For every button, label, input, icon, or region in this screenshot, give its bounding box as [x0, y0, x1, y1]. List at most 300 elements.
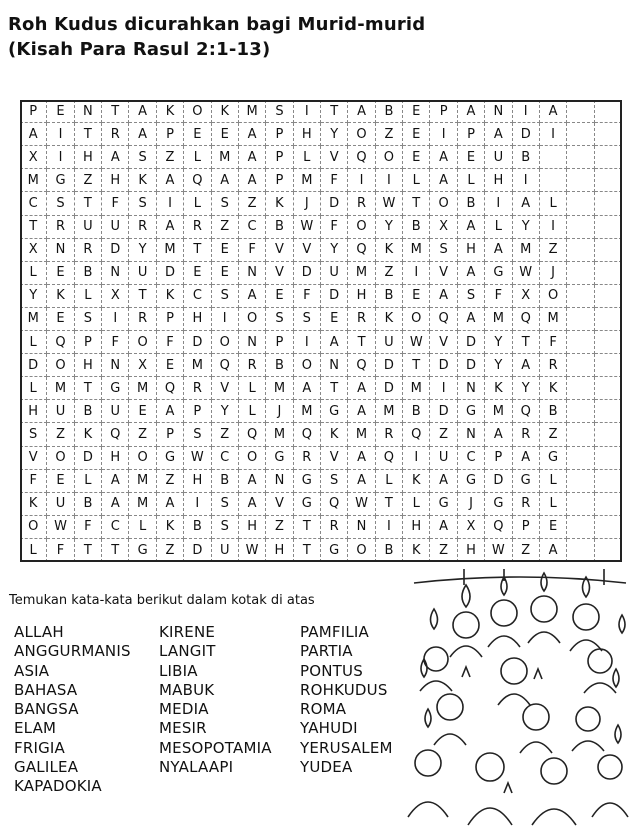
grid-cell: X [20, 239, 47, 262]
grid-cell: I [540, 123, 567, 146]
grid-cell: M [348, 423, 375, 446]
grid-cell: R [513, 493, 540, 516]
grid-cell: K [376, 239, 403, 262]
grid-cell: S [266, 308, 293, 331]
grid-cell: E [157, 354, 184, 377]
grid-cell: A [430, 470, 457, 493]
grid-cell: M [129, 377, 156, 400]
grid-cell: P [20, 100, 47, 123]
grid-cell: C [184, 285, 211, 308]
word-list-item: PONTUS [300, 661, 363, 680]
grid-cell: A [102, 146, 129, 169]
grid-cell: Z [540, 239, 567, 262]
grid-cell: W [239, 539, 266, 562]
grid-cell: Y [321, 123, 348, 146]
grid-cell: D [184, 539, 211, 562]
word-list-item: YERUSALEM [300, 738, 393, 757]
grid-cell: P [157, 123, 184, 146]
word-list-item: YUDEA [300, 758, 353, 777]
grid-cell: U [47, 493, 74, 516]
grid-cell: F [294, 285, 321, 308]
grid-cell: N [458, 377, 485, 400]
word-list-item: BAHASA [14, 680, 78, 699]
grid-cell: K [47, 285, 74, 308]
grid-cell: G [485, 262, 512, 285]
grid-cell: W [376, 192, 403, 215]
grid-cell: I [157, 192, 184, 215]
grid-cell: B [376, 285, 403, 308]
grid-cell: B [376, 539, 403, 562]
grid-cell: A [239, 493, 266, 516]
grid-cell: M [540, 308, 567, 331]
grid-cell: B [212, 470, 239, 493]
grid-cell: E [212, 262, 239, 285]
grid-cell: G [540, 447, 567, 470]
grid-cell: O [239, 447, 266, 470]
grid-cell: L [540, 192, 567, 215]
grid-cell: I [485, 192, 512, 215]
grid-cell: J [294, 192, 321, 215]
word-list-column-3 [300, 623, 393, 777]
grid-cell: T [75, 377, 102, 400]
grid-cell: P [513, 516, 540, 539]
grid-cell: Q [294, 423, 321, 446]
grid-cell: I [294, 331, 321, 354]
grid-cell: T [321, 377, 348, 400]
grid-cell: R [513, 423, 540, 446]
grid-cell: D [458, 354, 485, 377]
grid-cell: A [102, 493, 129, 516]
grid-cell: A [348, 377, 375, 400]
grid-cell: R [102, 123, 129, 146]
grid-cell: Y [20, 285, 47, 308]
grid-cell: A [129, 100, 156, 123]
grid-cell: Z [47, 423, 74, 446]
grid-cell: T [20, 216, 47, 239]
grid-cell: A [157, 400, 184, 423]
grid-cell: S [212, 192, 239, 215]
grid-cell: N [485, 100, 512, 123]
grid-cell: A [485, 123, 512, 146]
grid-cell: A [239, 470, 266, 493]
grid-cell: R [47, 216, 74, 239]
grid-cell: Y [212, 400, 239, 423]
grid-cell: T [184, 239, 211, 262]
grid-cell: I [403, 447, 430, 470]
grid-cell: F [47, 539, 74, 562]
grid-cell: D [513, 123, 540, 146]
grid-cell: C [20, 192, 47, 215]
grid-cell: T [513, 331, 540, 354]
grid-cell: S [129, 146, 156, 169]
grid-cell: A [239, 146, 266, 169]
grid-cell: Y [513, 377, 540, 400]
grid-cell: R [239, 354, 266, 377]
grid-cell: I [184, 493, 211, 516]
grid-cell: S [321, 470, 348, 493]
grid-cell: O [430, 192, 457, 215]
grid-cell: A [430, 169, 457, 192]
word-list-item: PAMFILIA [300, 623, 369, 641]
grid-cell: I [513, 100, 540, 123]
grid-cell: D [75, 447, 102, 470]
grid-cell: H [102, 447, 129, 470]
grid-cell: M [348, 262, 375, 285]
grid-cell: A [458, 216, 485, 239]
grid-cell: I [212, 308, 239, 331]
grid-cell: O [403, 308, 430, 331]
grid-cell: A [430, 146, 457, 169]
grid-cell: C [102, 516, 129, 539]
grid-cell: W [184, 447, 211, 470]
grid-cell: K [129, 169, 156, 192]
grid-cell: U [321, 262, 348, 285]
grid-cell: S [212, 493, 239, 516]
word-list-column-1 [14, 623, 131, 797]
grid-cell: G [458, 400, 485, 423]
grid-cell: U [102, 216, 129, 239]
grid-cell: P [266, 146, 293, 169]
grid-cell: I [430, 377, 457, 400]
word-list-item: ALLAH [14, 623, 64, 641]
grid-cell: L [458, 169, 485, 192]
grid-cell: H [403, 516, 430, 539]
grid-cell: A [239, 285, 266, 308]
grid-cell: R [184, 216, 211, 239]
grid-cell: A [157, 493, 184, 516]
grid-cell: B [403, 216, 430, 239]
grid-cell: E [47, 262, 74, 285]
word-list-item: ROHKUDUS [300, 680, 388, 699]
grid-cell: P [157, 423, 184, 446]
grid-cell: Z [266, 516, 293, 539]
grid-cell: A [513, 354, 540, 377]
word-list-item: BANGSA [14, 700, 79, 719]
grid-cell: I [513, 169, 540, 192]
grid-cell: J [266, 400, 293, 423]
grid-cell: D [430, 400, 457, 423]
word-list-item: MESOPOTAMIA [159, 738, 272, 757]
grid-cell: D [458, 331, 485, 354]
grid-cell: H [184, 470, 211, 493]
grid-cell: G [321, 400, 348, 423]
grid-cell: Z [157, 470, 184, 493]
grid-cell: M [294, 169, 321, 192]
grid-cell: Q [239, 423, 266, 446]
grid-cell: I [47, 146, 74, 169]
grid-cell: Q [348, 239, 375, 262]
grid-cell: M [513, 239, 540, 262]
grid-cell: G [266, 447, 293, 470]
grid-cell: P [266, 123, 293, 146]
grid-cell: N [47, 239, 74, 262]
grid-cell: J [540, 262, 567, 285]
word-list-item: NYALAAPI [159, 758, 234, 777]
grid-cell: N [239, 331, 266, 354]
grid-cell: B [266, 354, 293, 377]
grid-cell: Z [75, 169, 102, 192]
grid-cell: T [294, 516, 321, 539]
grid-cell: H [239, 516, 266, 539]
grid-cell: M [20, 169, 47, 192]
grid-cell: R [321, 516, 348, 539]
grid-cell: L [129, 516, 156, 539]
grid-cell: V [212, 377, 239, 400]
grid-cell: F [102, 192, 129, 215]
grid-cell: R [376, 423, 403, 446]
grid-cell: Q [376, 447, 403, 470]
grid-cell: O [129, 331, 156, 354]
grid-cell: H [485, 169, 512, 192]
grid-cell: F [102, 331, 129, 354]
grid-cell: O [239, 308, 266, 331]
grid-cell: Z [212, 216, 239, 239]
grid-cell: T [102, 539, 129, 562]
grid-cell: A [348, 470, 375, 493]
grid-cell: F [75, 516, 102, 539]
grid-cell: S [184, 423, 211, 446]
grid-cell: W [47, 516, 74, 539]
grid-cell: N [266, 470, 293, 493]
grid-cell: G [430, 493, 457, 516]
grid-cell: A [458, 262, 485, 285]
word-list-item: MESIR [159, 719, 207, 738]
grid-cell: W [294, 216, 321, 239]
grid-cell: G [47, 169, 74, 192]
grid-cell: L [20, 331, 47, 354]
grid-cell: H [266, 539, 293, 562]
grid-cell: M [47, 377, 74, 400]
grid-cell: Q [513, 308, 540, 331]
grid-cell: E [403, 123, 430, 146]
grid-cell: N [239, 262, 266, 285]
grid-cell: Y [321, 239, 348, 262]
grid-cell: P [266, 331, 293, 354]
grid-cell: O [294, 354, 321, 377]
grid-cell: R [184, 377, 211, 400]
grid-cell: Z [129, 423, 156, 446]
grid-cell: A [513, 447, 540, 470]
grid-cell: H [102, 169, 129, 192]
word-list-item: ELAM [14, 719, 57, 738]
grid-cell: G [157, 447, 184, 470]
grid-cell: A [157, 169, 184, 192]
grid-cell: B [75, 400, 102, 423]
grid-cell: A [458, 100, 485, 123]
word-list-item: LANGIT [159, 642, 216, 661]
grid-cell: M [212, 146, 239, 169]
grid-cell: S [129, 192, 156, 215]
grid-cell: L [239, 377, 266, 400]
instructions-text: Temukan kata-kata berikut dalam kotak di atas [9, 593, 315, 608]
grid-cell: W [485, 539, 512, 562]
grid-cell: E [321, 308, 348, 331]
grid-cell: T [75, 123, 102, 146]
grid-cell: U [47, 400, 74, 423]
grid-cell: Y [513, 216, 540, 239]
grid-cell: O [212, 331, 239, 354]
grid-cell: F [485, 285, 512, 308]
grid-cell: R [129, 216, 156, 239]
grid-cell: I [348, 169, 375, 192]
grid-border [20, 100, 622, 562]
grid-cell: N [102, 354, 129, 377]
grid-cell: R [75, 239, 102, 262]
grid-cell: A [430, 516, 457, 539]
grid-cell: N [348, 516, 375, 539]
grid-cell: C [212, 447, 239, 470]
grid-cell: B [458, 192, 485, 215]
grid-cell: F [157, 331, 184, 354]
grid-cell: T [102, 100, 129, 123]
grid-cell: L [20, 539, 47, 562]
grid-cell: O [20, 516, 47, 539]
grid-cell: H [75, 354, 102, 377]
grid-cell: K [20, 493, 47, 516]
grid-cell: F [20, 470, 47, 493]
grid-cell: O [348, 123, 375, 146]
grid-cell: Q [102, 423, 129, 446]
grid-cell: Z [212, 423, 239, 446]
word-list-item: MEDIA [159, 700, 209, 719]
grid-cell: K [403, 470, 430, 493]
grid-cell: H [75, 146, 102, 169]
grid-cell: Q [321, 493, 348, 516]
grid-cell: M [266, 423, 293, 446]
grid-cell: L [403, 493, 430, 516]
grid-cell: G [102, 377, 129, 400]
grid-cell: R [129, 308, 156, 331]
grid-cell: M [294, 400, 321, 423]
grid-cell: A [513, 192, 540, 215]
grid-cell: W [403, 331, 430, 354]
grid-cell: A [458, 308, 485, 331]
grid-cell: F [239, 239, 266, 262]
grid-cell: K [540, 377, 567, 400]
grid-cell: X [430, 216, 457, 239]
grid-cell: V [321, 146, 348, 169]
grid-cell: A [430, 285, 457, 308]
grid-cell: M [376, 400, 403, 423]
word-list-item: FRIGIA [14, 738, 65, 757]
grid-cell: X [129, 354, 156, 377]
grid-cell: A [485, 423, 512, 446]
grid-cell: A [540, 539, 567, 562]
grid-cell: N [75, 100, 102, 123]
grid-cell: B [540, 400, 567, 423]
word-list-item: KAPADOKIA [14, 777, 102, 796]
grid-cell: O [348, 539, 375, 562]
grid-cell: U [75, 216, 102, 239]
grid-cell: E [184, 123, 211, 146]
grid-cell: I [376, 169, 403, 192]
grid-cell: X [20, 146, 47, 169]
grid-cell: K [266, 192, 293, 215]
grid-cell: D [430, 354, 457, 377]
grid-cell: O [376, 146, 403, 169]
grid-cell: L [376, 470, 403, 493]
grid-cell: I [376, 516, 403, 539]
grid-cell: D [20, 354, 47, 377]
grid-cell: L [75, 285, 102, 308]
grid-cell: Z [157, 146, 184, 169]
grid-cell: P [184, 400, 211, 423]
grid-cell: X [513, 285, 540, 308]
grid-cell: G [294, 493, 321, 516]
grid-cell: O [540, 285, 567, 308]
grid-cell: L [20, 262, 47, 285]
grid-cell: V [266, 262, 293, 285]
grid-cell: R [540, 354, 567, 377]
word-list-item: ROMA [300, 700, 347, 719]
grid-cell: A [157, 216, 184, 239]
grid-cell: V [430, 262, 457, 285]
grid-cell: D [102, 239, 129, 262]
grid-cell: O [184, 100, 211, 123]
grid-cell: C [458, 447, 485, 470]
grid-cell: G [129, 539, 156, 562]
grid-cell: R [294, 447, 321, 470]
grid-cell: E [403, 285, 430, 308]
grid-cell: Q [348, 354, 375, 377]
grid-cell: T [294, 539, 321, 562]
grid-cell: S [430, 239, 457, 262]
grid-cell: O [348, 216, 375, 239]
word-list-item: PARTIA [300, 642, 353, 661]
grid-cell: L [184, 192, 211, 215]
grid-cell: T [75, 192, 102, 215]
grid-cell: B [376, 100, 403, 123]
grid-cell: D [157, 262, 184, 285]
grid-cell: Q [403, 423, 430, 446]
grid-cell: B [75, 493, 102, 516]
grid-cell: P [430, 100, 457, 123]
grid-cell: F [321, 169, 348, 192]
grid-cell: M [266, 377, 293, 400]
grid-cell: O [47, 354, 74, 377]
disciples-with-flames-illustration [404, 567, 636, 835]
grid-cell: Z [540, 423, 567, 446]
grid-cell: L [485, 216, 512, 239]
grid-cell: A [294, 377, 321, 400]
grid-cell: M [403, 239, 430, 262]
grid-cell: L [184, 146, 211, 169]
grid-cell: D [321, 192, 348, 215]
grid-cell: F [540, 331, 567, 354]
grid-cell: Q [430, 308, 457, 331]
grid-cell: D [485, 470, 512, 493]
grid-cell: Y [129, 239, 156, 262]
grid-cell: S [75, 308, 102, 331]
grid-cell: B [75, 262, 102, 285]
grid-cell: R [348, 308, 375, 331]
grid-cell: A [20, 123, 47, 146]
grid-cell: U [102, 400, 129, 423]
grid-cell: U [430, 447, 457, 470]
grid-cell: A [129, 123, 156, 146]
grid-cell: D [321, 285, 348, 308]
grid-cell: S [20, 423, 47, 446]
word-list-column-2 [159, 623, 272, 777]
grid-cell: Q [513, 400, 540, 423]
grid-cell: U [129, 262, 156, 285]
grid-cell: B [184, 516, 211, 539]
grid-cell: E [184, 262, 211, 285]
grid-cell: V [266, 493, 293, 516]
grid-cell: E [212, 239, 239, 262]
grid-cell: C [239, 216, 266, 239]
grid-cell: N [321, 354, 348, 377]
